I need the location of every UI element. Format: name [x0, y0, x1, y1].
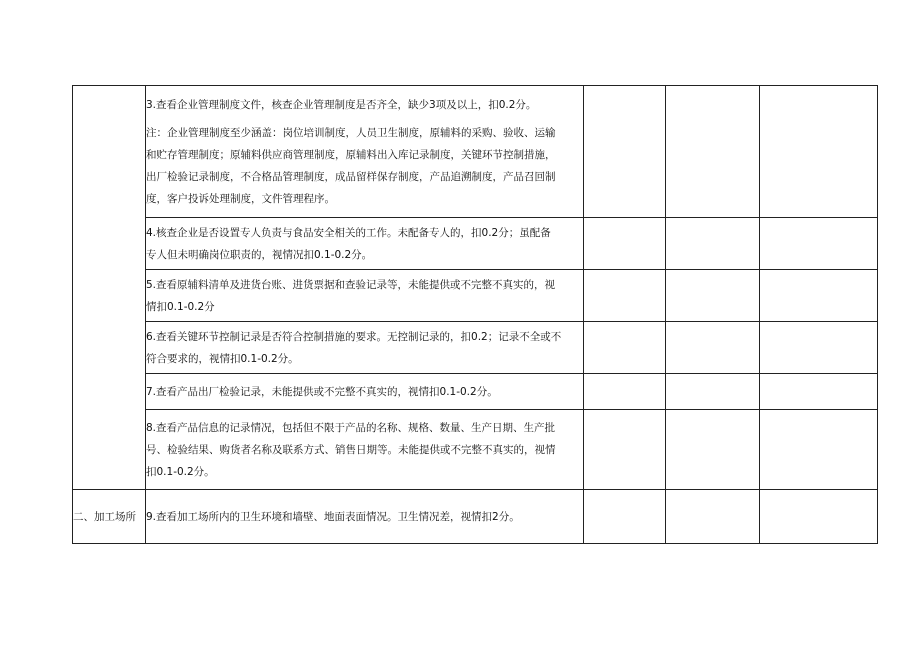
score-cell-3[interactable]: [760, 410, 878, 490]
criteria-cell: [146, 410, 584, 490]
score-cell-1[interactable]: [584, 410, 666, 490]
score-cell-2[interactable]: [666, 322, 760, 374]
score-cell-2[interactable]: [666, 86, 760, 218]
table-row: [73, 218, 878, 270]
criteria-text-line: 注：企业管理制度至少涵盖：岗位培训制度，人员卫生制度，原辅料的采购、验收、运输: [146, 126, 556, 139]
criteria-text-line: 8.查看产品信息的记录情况，包括但不限于产品的名称、规格、数量、生产日期、生产批: [146, 421, 556, 434]
table-row: [73, 490, 878, 544]
score-cell-3[interactable]: [760, 374, 878, 410]
criteria-text-line: 出厂检验记录制度，不合格品管理制度，成品留样保存制度，产品追溯制度，产品召回制: [146, 170, 556, 183]
criteria-text-line: 度，客户投诉处理制度，文件管理程序。: [146, 192, 335, 205]
table-row: [73, 86, 878, 218]
score-cell-3[interactable]: [760, 86, 878, 218]
criteria-text-line: 情扣0.1-0.2分: [146, 300, 215, 313]
score-cell-1[interactable]: [584, 86, 666, 218]
score-cell-1[interactable]: [584, 374, 666, 410]
inspection-table-body: [73, 86, 878, 544]
score-cell-2[interactable]: [666, 218, 760, 270]
table-row: [73, 270, 878, 322]
score-cell-2[interactable]: [666, 410, 760, 490]
score-cell-1[interactable]: [584, 218, 666, 270]
criteria-text-line: 9.查看加工场所内的卫生环境和墙壁、地面表面情况。卫生情况差，视情扣2分。: [146, 510, 520, 523]
criteria-text-line: 7.查看产品出厂检验记录，未能提供或不完整不真实的，视情扣0.1-0.2分。: [146, 385, 498, 398]
criteria-text-line: 5.查看原辅料清单及进货台账、进货票据和查验记录等，未能提供或不完整不真实的，视: [146, 278, 556, 291]
score-cell-3[interactable]: [760, 218, 878, 270]
criteria-text-line: 和贮存管理制度；原辅料供应商管理制度，原辅料出入库记录制度，关键环节控制措施，: [146, 148, 556, 161]
category-cell: 二、加工场所: [73, 490, 146, 544]
criteria-text-line: 3.查看企业管理制度文件，核查企业管理制度是否齐全，缺少3项及以上，扣0.2分。: [146, 98, 537, 111]
score-cell-1[interactable]: [584, 270, 666, 322]
table-row: [73, 410, 878, 490]
score-cell-3[interactable]: [760, 490, 878, 544]
score-cell-2[interactable]: [666, 374, 760, 410]
criteria-text-line: 4.核查企业是否设置专人负责与食品安全相关的工作。未配备专人的，扣0.2分；虽配备: [146, 226, 551, 239]
criteria-text-line: 6.查看关键环节控制记录是否符合控制措施的要求。无控制记录的，扣0.2；记录不全或不: [146, 330, 562, 343]
criteria-cell: [146, 270, 584, 322]
criteria-cell: [146, 374, 584, 410]
category-cell: [73, 86, 146, 490]
inspection-table: [72, 85, 878, 544]
table-row: [73, 322, 878, 374]
score-cell-2[interactable]: [666, 270, 760, 322]
criteria-text-line: 专人但未明确岗位职责的，视情况扣0.1-0.2分。: [146, 248, 373, 261]
score-cell-1[interactable]: [584, 490, 666, 544]
criteria-cell: [146, 218, 584, 270]
criteria-cell: [146, 86, 584, 218]
criteria-cell: [146, 490, 584, 544]
criteria-cell: [146, 322, 584, 374]
table-row: [73, 374, 878, 410]
score-cell-3[interactable]: [760, 322, 878, 374]
criteria-text-line: 号、检验结果、购货者名称及联系方式、销售日期等。未能提供或不完整不真实的，视情: [146, 443, 556, 456]
score-cell-2[interactable]: [666, 490, 760, 544]
criteria-text-line: 扣0.1-0.2分。: [146, 465, 215, 478]
score-cell-1[interactable]: [584, 322, 666, 374]
score-cell-3[interactable]: [760, 270, 878, 322]
criteria-text-line: 符合要求的，视情扣0.1-0.2分。: [146, 352, 299, 365]
